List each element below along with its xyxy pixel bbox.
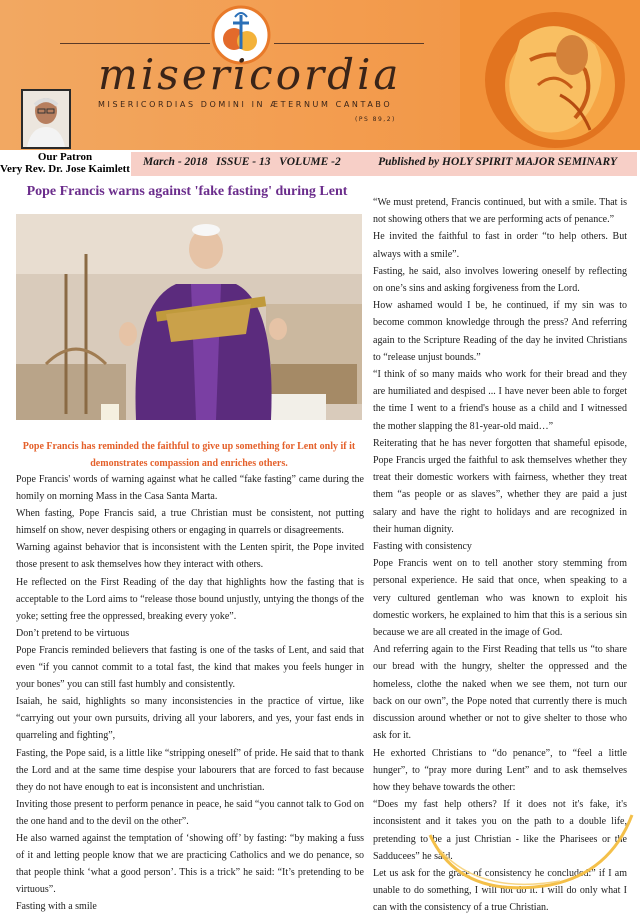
photo-caption: Pope Francis has reminded the faithful to give up something for Lent only if it demonstrates compassion and enriches others. (22, 441, 356, 469)
paragraph: Fasting, the Pope said, is a little like “stripping oneself” of pride. He said that to thank the Lord and at the same time despise your labourers that are forced to fast because they do not have enough to eat is inconsistent and unchristian. (16, 747, 364, 793)
subheading: Don’t pretend to be virtuous (16, 627, 130, 639)
header-rule-left (60, 43, 210, 44)
patron-name: Very Rev. Dr. Jose Kaimlett (0, 163, 130, 175)
paragraph: How ashamed would I be, he continued, if my sin was to become common knowledge through the press? And referring again to the Scripture Reading of the day he invited Christians to “release unjust bounds.” (373, 300, 627, 363)
embrace-artwork (460, 0, 640, 150)
paragraph: Isaiah, he said, highlights so many inconsistencies in the practice of virtue, like “carrying out your own pursuits, driving all your laborers, and yes, your fast ends in quarreling and fighting”, (16, 696, 364, 742)
header-rule-right (274, 43, 424, 44)
patron-portrait-icon (23, 91, 69, 147)
magazine-motto: MISERICORDIAS DOMINI IN ÆTERNUM CANTABO (98, 100, 393, 109)
paragraph: Reiterating that he has never forgotten that shameful episode, Pope Francis urged the faithful to ask themselves whether they treat their domestic workers with fairness, whether they treat them “as people or as slaves”, whether they are paid a just salary and have the right to holidays and are recognized in their human dignity. (373, 437, 627, 535)
decorative-swoosh-icon (400, 795, 640, 905)
publisher-info: Published by HOLY SPIRIT MAJOR SEMINARY (378, 156, 617, 168)
paragraph: “Does my fast help others? If it does not it's fake, it's inconsistent and it takes you on the path to a double life, pretending to be a just Christian - like the Pharisees or the Sadducees” he said. (373, 799, 627, 862)
article-body-left (16, 471, 364, 915)
issue-band (131, 152, 637, 176)
subheading: Fasting with consistency (373, 541, 472, 553)
paragraph: He invited the faithful to fast in order “to help others. But always with a smile”. (373, 231, 627, 260)
paragraph: Inviting those present to perform penance in peace, he said “you cannot talk to God on the one hand and to the devil on the other”. (16, 798, 364, 827)
paragraph: Pope Francis went on to tell another story stemming from personal experience. He said that once, when speaking to a very cultured gentleman who was known to exploit his domestic workers, he explained to him that this is a serious sin because we are all created in the image of God. (373, 558, 627, 639)
magazine-title: misericordia (98, 50, 402, 99)
issue-info: March - 2018 ISSUE - 13 VOLUME -2 (143, 156, 341, 168)
paragraph: And referring again to the First Reading that tells us “to share our bread with the hungry, shelter the oppressed and the homeless, clothe the naked when we see them, not turn our back on our own”, the Pope noted that currently there is much discussion around whether or not to give shelter to those who ask for it. (373, 644, 627, 742)
pope-mass-photo-icon (16, 214, 362, 420)
article-photo (16, 214, 362, 420)
paragraph: Pope Francis reminded believers that fasting is one of the tasks of Lent, and said that even “if you cannot commit to a total fast, the kind that makes you feels hunger in your bones” you can still fast humbly and consistently. (16, 644, 364, 691)
masthead (0, 0, 640, 150)
paragraph: “I think of so many maids who work for their bread and they are humiliated and despised ... I have never been able to forget the time I went to a friend's house as a child and I witnessed the mother slapping the 81-year-old maid…” (373, 369, 627, 432)
paragraph: Fasting, he said, also involves lowering oneself by reflecting on one’s sins and asking forgiveness from the Lord. (373, 265, 627, 295)
psalm-reference: (PS 89,2) (355, 116, 396, 123)
article-headline: Pope Francis warns against 'fake fasting' during Lent (26, 184, 348, 199)
paragraph: “We must pretend, Francis continued, but with a smile. That is not showing others that we are performing acts of penance.” (373, 197, 627, 226)
paragraph: Warning against behavior that is inconsistent with the Lenten spirit, the Pope invited those present to ask themselves how they interact with others. (16, 542, 364, 571)
paragraph: He exhorted Christians to “do penance”, to “feel a little hunger”, to “pray more during Lent” and to ask themselves how they behave towards the other: (373, 747, 627, 793)
patron-label (0, 151, 130, 175)
paragraph: He also warned against the temptation of ‘showing off’ by fasting: “by making a fuss of it and letting people know that we are practicing Catholics and we do penance, so that people think ‘what a good person’. This is a trick” he said: “It’s pretending to be virtuous”. (16, 832, 364, 896)
patron-photo (21, 89, 71, 149)
subheading: Fasting with a smile (16, 901, 97, 913)
paragraph: He reflected on the First Reading of the day that highlights how the fasting that is acceptable to the Lord aims to “release those bound unjustly, untying the thongs of the yoke; setting free the oppressed, breaking every yoke”. (16, 576, 364, 622)
paragraph: Pope Francis' words of warning against what he called “fake fasting” came during the homily on morning Mass in the Casa Santa Marta. (16, 474, 364, 503)
patron-title: Our Patron (37, 151, 93, 163)
paragraph: Let us ask for the grace of consistency he concluded:” if I am unable to do something, I will not do it. I will do only what I can with the consistency of a true Christian. (373, 867, 627, 914)
paragraph: When fasting, Pope Francis said, a true Christian must be consistent, not putting himself on show, never despising others or engaging in quarrels or disagreements. (16, 508, 364, 537)
